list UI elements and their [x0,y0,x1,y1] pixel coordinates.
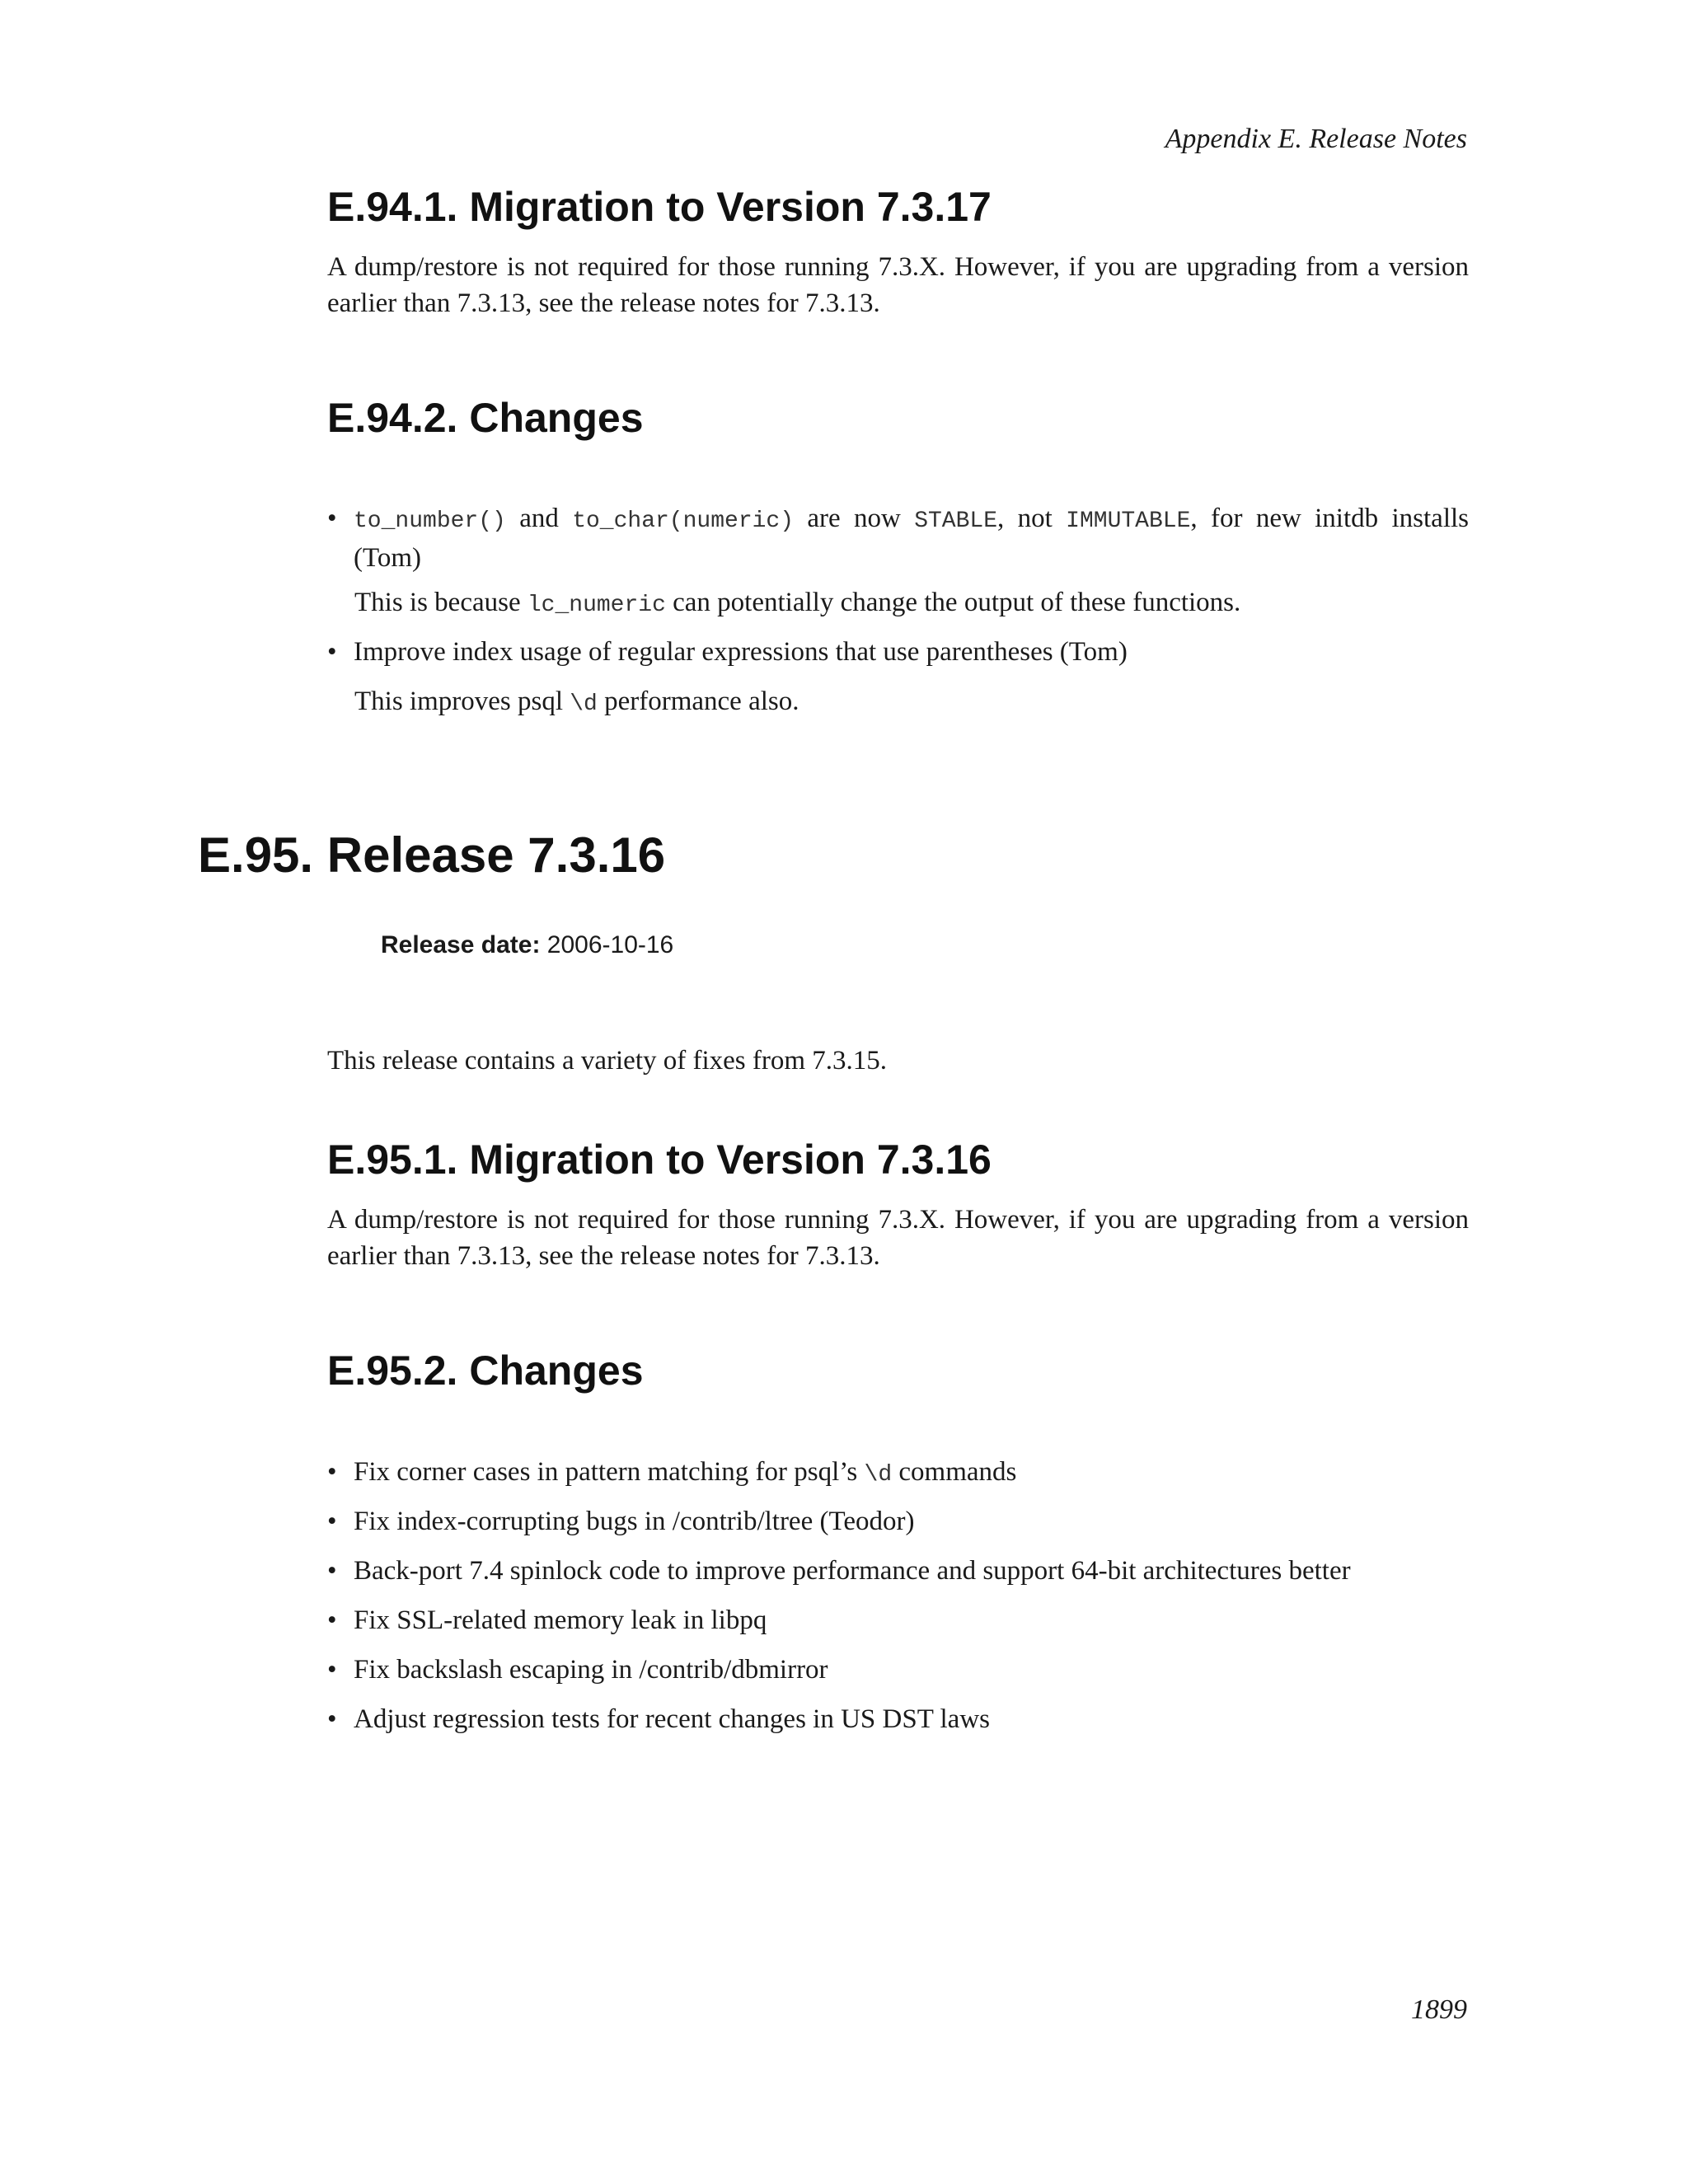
list-item-note: This improves psql \d performance also. [354,687,799,717]
list-item-note: This is because lc_numeric can potentially change the output of these functions. [354,588,1241,618]
section-heading-e95-1: E.95.1. Migration to Version 7.3.16 [327,1137,992,1183]
list-item [327,634,1469,670]
list-item [327,1701,1469,1737]
list-item-text: Fix index-corrupting bugs in /contrib/ltree (Teodor) [354,1507,915,1536]
bullet-marker: • [327,1655,337,1685]
list-item-text: Improve index usage of regular expressions that use parentheses (Tom) [354,637,1128,667]
release-date-value: 2006-10-16 [546,931,674,958]
release-date [381,931,673,959]
bullet-marker: • [327,504,337,533]
bullet-marker: • [327,1605,337,1635]
code-stable: STABLE [914,509,998,534]
code-lc-numeric: lc_numeric [527,593,666,618]
list-item-text: Fix SSL-related memory leak in libpq [354,1605,767,1635]
list-item-text: Back-port 7.4 spinlock code to improve performance and support 64-bit architectures better [354,1556,1351,1586]
code-to-char: to_char(numeric) [572,509,795,534]
section-heading-e95: E.95. Release 7.3.16 [198,827,666,883]
section-heading-e94-1: E.94.1. Migration to Version 7.3.17 [327,184,992,230]
bullet-marker: • [327,637,337,667]
bullet-marker: • [327,1556,337,1586]
bullet-marker: • [327,1507,337,1536]
running-header: Appendix E. Release Notes [1165,124,1467,154]
release-date-label: Release date: [381,931,541,958]
bullet-marker: • [327,1704,337,1734]
list-item-text: to_number() and to_char(numeric) are now STABLE, not IMMUTABLE, for new initdb installs (Tom) [354,504,1470,573]
list-item [327,500,1469,576]
code-backslash-d: \d [570,691,598,717]
list-item-text: Fix corner cases in pattern matching for psql’s \d commands [354,1457,1017,1488]
code-immutable: IMMUTABLE [1066,509,1191,534]
list-item [327,1652,1469,1688]
page-number: 1899 [1411,1994,1467,2025]
list-item [327,1454,1469,1493]
list-item [327,1553,1469,1589]
migration-paragraph-7-3-17: A dump/restore is not required for those running 7.3.X. However, if you are upgrading from a version earlier than 7.3.13, see the release notes for 7.3.13. [327,252,1469,318]
section-heading-e95-2: E.95.2. Changes [327,1347,644,1394]
bullet-marker: • [327,1457,337,1487]
list-item-text: Fix backslash escaping in /contrib/dbmirror [354,1655,828,1685]
release-intro: This release contains a variety of fixes from 7.3.15. [327,1046,888,1076]
list-item-text: Adjust regression tests for recent changes in US DST laws [354,1704,991,1734]
code-backslash-d: \d [864,1462,893,1488]
list-item [327,1602,1469,1638]
section-heading-e94-2: E.94.2. Changes [327,395,644,441]
migration-paragraph-7-3-16: A dump/restore is not required for those running 7.3.X. However, if you are upgrading from a version earlier than 7.3.13, see the release notes for 7.3.13. [327,1205,1469,1271]
code-to-number: to_number() [354,509,506,534]
list-item [327,1503,1469,1540]
